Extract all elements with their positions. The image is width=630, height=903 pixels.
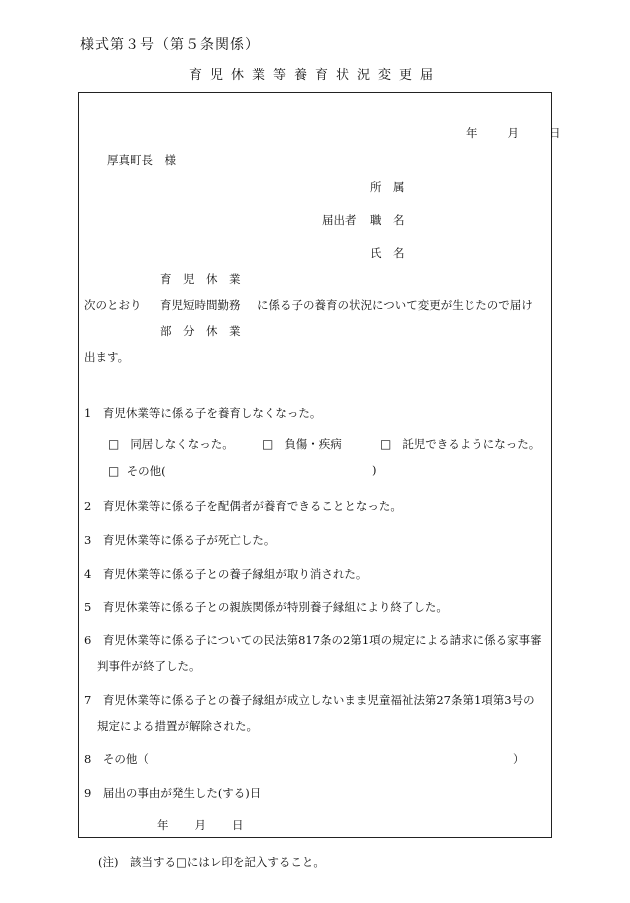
item-1-option-4[interactable] bbox=[108, 463, 166, 479]
item-9: 9 届出の事由が発生した(する)日 bbox=[84, 786, 262, 800]
date-year-label: 年 bbox=[157, 818, 169, 832]
affiliation-label: 所 属 bbox=[370, 180, 405, 194]
intro-continuation: 出ます。 bbox=[84, 350, 130, 364]
intro-option-short-hours: 育児短時間勤務 bbox=[160, 298, 241, 312]
item-5: 5 育児休業等に係る子との親族関係が特別養子縁組により終了した。 bbox=[84, 600, 448, 614]
item-1-option-2[interactable] bbox=[262, 436, 342, 452]
footnote: (注) 該当する□にはレ印を記入すること。 bbox=[98, 855, 325, 869]
checkbox-icon[interactable]: □ bbox=[380, 437, 392, 451]
date-bottom bbox=[157, 817, 244, 833]
document-title: 育児休業等養育状況変更届 bbox=[188, 68, 441, 83]
intro-prefix: 次のとおり bbox=[84, 298, 142, 312]
name-label: 氏 名 bbox=[370, 246, 405, 260]
item-1-option-2-label: 負傷・疾病 bbox=[284, 437, 342, 451]
date-day-label: 日 bbox=[232, 818, 244, 832]
date-top bbox=[466, 125, 561, 141]
item-7-line-2: 規定による措置が解除された。 bbox=[97, 719, 258, 733]
item-1-option-1-label: 同居しなくなった。 bbox=[130, 437, 234, 451]
item-1-option-3-label: 託児できるようになった。 bbox=[402, 437, 541, 451]
item-6-line-2: 判事件が終了した。 bbox=[97, 659, 201, 673]
item-1-option-3[interactable] bbox=[380, 436, 540, 452]
item-8: 8 その他（ bbox=[84, 752, 149, 766]
form-number: 様式第３号（第５条関係） bbox=[80, 37, 260, 53]
item-3: 3 育児休業等に係る子が死亡した。 bbox=[84, 533, 276, 547]
notifier-label: 届出者 bbox=[322, 213, 357, 227]
item-1-option-1[interactable] bbox=[108, 436, 234, 452]
item-6-line-1: 6 育児休業等に係る子についての民法第817条の2第1項の規定による請求に係る家事審 bbox=[84, 633, 542, 647]
date-month-label: 月 bbox=[194, 818, 206, 832]
item-8-close: ） bbox=[513, 752, 525, 766]
intro-option-childcare-leave: 育 児 休 業 bbox=[160, 272, 241, 286]
position-label: 職 名 bbox=[370, 213, 405, 227]
checkbox-icon[interactable]: □ bbox=[108, 437, 120, 451]
checkbox-icon[interactable]: □ bbox=[108, 464, 120, 478]
addressee: 厚真町長 様 bbox=[107, 153, 176, 167]
item-1-option-4-label: その他( bbox=[126, 464, 166, 478]
item-2: 2 育児休業等に係る子を配偶者が養育できることとなった。 bbox=[84, 499, 402, 513]
checkbox-icon[interactable]: □ bbox=[262, 437, 274, 451]
item-1: 1 育児休業等に係る子を養育しなくなった。 bbox=[84, 406, 322, 420]
date-month-label: 月 bbox=[507, 126, 519, 140]
item-1-other-close: ) bbox=[372, 463, 377, 477]
intro-suffix: に係る子の養育の状況について変更が生じたので届け bbox=[257, 298, 533, 312]
intro-option-partial-leave: 部 分 休 業 bbox=[160, 324, 241, 338]
date-day-label: 日 bbox=[549, 126, 561, 140]
date-year-label: 年 bbox=[466, 126, 478, 140]
item-4: 4 育児休業等に係る子との養子縁組が取り消された。 bbox=[84, 567, 368, 581]
item-7-line-1: 7 育児休業等に係る子との養子縁組が成立しないまま児童福祉法第27条第1項第3号の bbox=[84, 693, 535, 707]
